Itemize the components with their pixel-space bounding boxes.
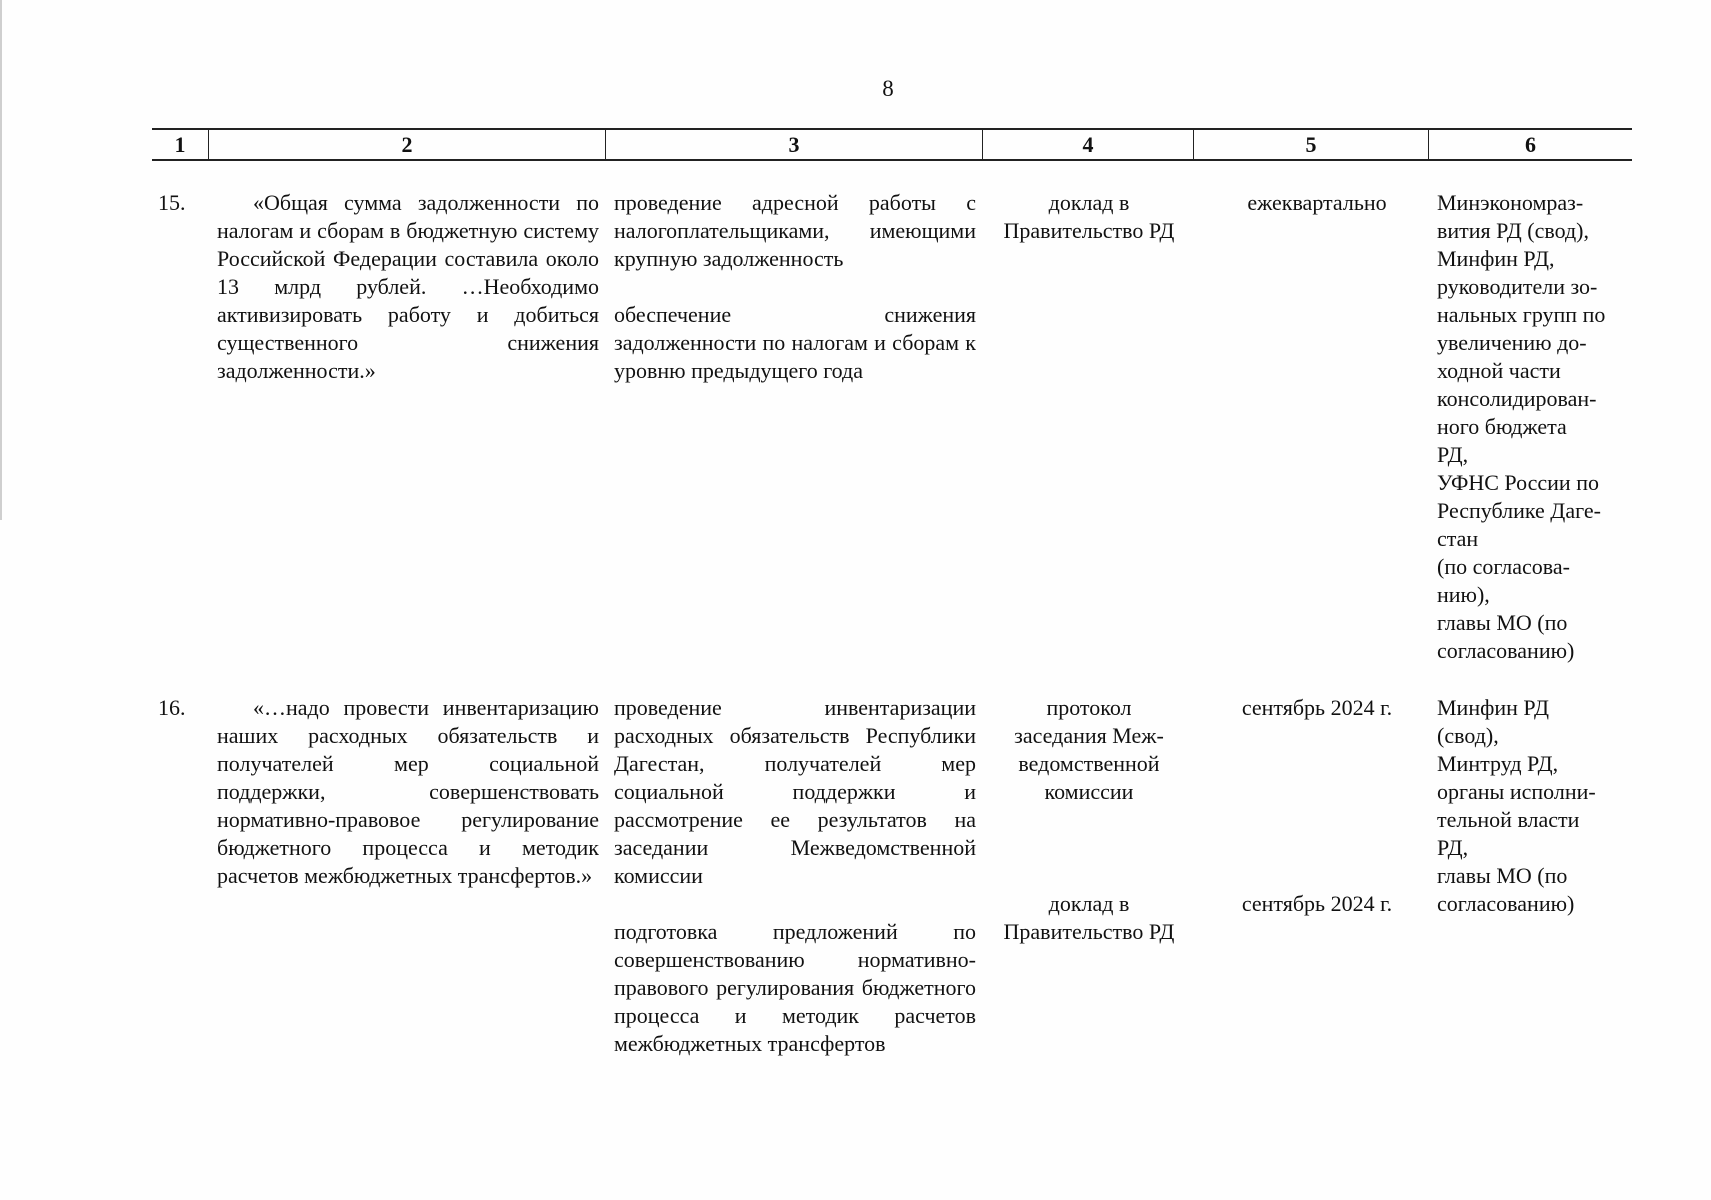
row-16-result-1-line: комиссии: [1044, 779, 1134, 804]
row-16-measures: [614, 694, 976, 1058]
row-15-term: ежеквартально: [1247, 190, 1387, 215]
row-16-result-1-line: протокол: [1046, 695, 1132, 720]
page-number: 8: [882, 76, 894, 101]
row-15-executor-line: руководители зо-: [1437, 274, 1598, 299]
row-16-term-1: сентябрь 2024 г.: [1241, 695, 1393, 720]
row-16-result-1: [984, 694, 1194, 806]
row-16-executor-line: согласованию): [1437, 891, 1575, 916]
row-15-result-line-2: Правительство РД: [1003, 218, 1175, 243]
row-15-measure-2: обеспечение снижения задолженности по налогам и сборам к уровню предыдущего года: [614, 302, 976, 383]
row-16-measure-2: подготовка предложений по совершенствованию нормативно-правового регулирования бюджетного процесса и методик расчетов межбюджетных трансфертов: [614, 919, 976, 1056]
row-15-executors: [1437, 189, 1657, 665]
row-15-executor-line: РД,: [1437, 442, 1469, 467]
column-header-2: 2: [209, 129, 606, 160]
row-15-executor-line: главы МО (по: [1437, 610, 1568, 635]
row-16-quote: «…надо провести инвентаризацию наших расходных обязательств и получателей мер социальной поддержки, совершенствовать нормативно-правовое регулирование бюджетного процесса и методик расчетов межбюджетных трансфертов.»: [217, 695, 599, 888]
row-15-executor-line: консолидирован-: [1437, 386, 1597, 411]
row-16-executor-line: Минфин РД: [1437, 695, 1549, 720]
row-16-executor-line: (свод),: [1437, 723, 1499, 748]
row-16-result-1-line: ведомственной: [1018, 751, 1160, 776]
row-15-executor-line: УФНС России по: [1437, 470, 1599, 495]
column-header-6: 6: [1429, 129, 1633, 160]
row-16-measure-1: проведение инвентаризации расходных обязательств Республики Дагестан, получателей мер социальной поддержки и рассмотрение ее результатов на заседании Межведомственной комиссии: [614, 695, 976, 888]
row-15-measure-1: проведение адресной работы с налогоплательщиками, имеющими крупную задолженность: [614, 190, 976, 271]
row-16-executor-line: тельной власти: [1437, 807, 1580, 832]
row-15-executor-line: нальных групп по: [1437, 302, 1606, 327]
row-16-executor-line: главы МО (по: [1437, 863, 1568, 888]
row-15-executor-line: вития РД (свод),: [1437, 218, 1589, 243]
column-header-row: [152, 128, 1632, 161]
row-15-result-line-1: доклад в: [1048, 190, 1130, 215]
row-16-term-2: сентябрь 2024 г.: [1241, 891, 1393, 916]
row-16-result-2-line: доклад в: [1048, 891, 1130, 916]
row-15-executor-line: ходной части: [1437, 358, 1561, 383]
row-15-executor-line: увеличению до-: [1437, 330, 1587, 355]
row-16-executor-line: РД,: [1437, 835, 1469, 860]
row-15-executor-line: (по согласова-: [1437, 554, 1570, 579]
column-header-3: 3: [606, 129, 983, 160]
scan-edge-line: [0, 0, 2, 520]
row-15-executor-line: ного бюджета: [1437, 414, 1567, 439]
column-header-5: 5: [1194, 129, 1429, 160]
row-16-result-1-line: заседания Меж-: [1014, 723, 1164, 748]
row-15-quote: «Общая сумма задолженности по налогам и сборам в бюджетную систему Российской Федерации составила около 13 млрд рублей. …Необходимо активизировать работу и добиться существенного снижения задолженности.»: [217, 190, 599, 383]
row-15-executor-line: Минфин РД,: [1437, 246, 1555, 271]
row-16-executors: [1437, 694, 1657, 918]
row-15-executor-line: согласованию): [1437, 638, 1575, 663]
column-header-1: 1: [174, 131, 186, 157]
row-15-result: [984, 189, 1194, 245]
row-15-executor-line: Минэкономраз-: [1437, 190, 1584, 215]
row-15-executor-line: стан: [1437, 526, 1479, 551]
row-16-executor-line: Минтруд РД,: [1437, 751, 1559, 776]
row-16-result-2-line: Правительство РД: [1003, 919, 1175, 944]
row-16-executor-line: органы исполни-: [1437, 779, 1596, 804]
row-15-number: 15.: [158, 190, 186, 215]
row-16-result-2: [984, 890, 1194, 946]
row-15-executor-line: Республике Даге-: [1437, 498, 1601, 523]
column-header-4: 4: [983, 129, 1194, 160]
row-15-executor-line: нию),: [1437, 582, 1490, 607]
row-15-measures: [614, 189, 976, 385]
row-16-number: 16.: [158, 695, 186, 720]
